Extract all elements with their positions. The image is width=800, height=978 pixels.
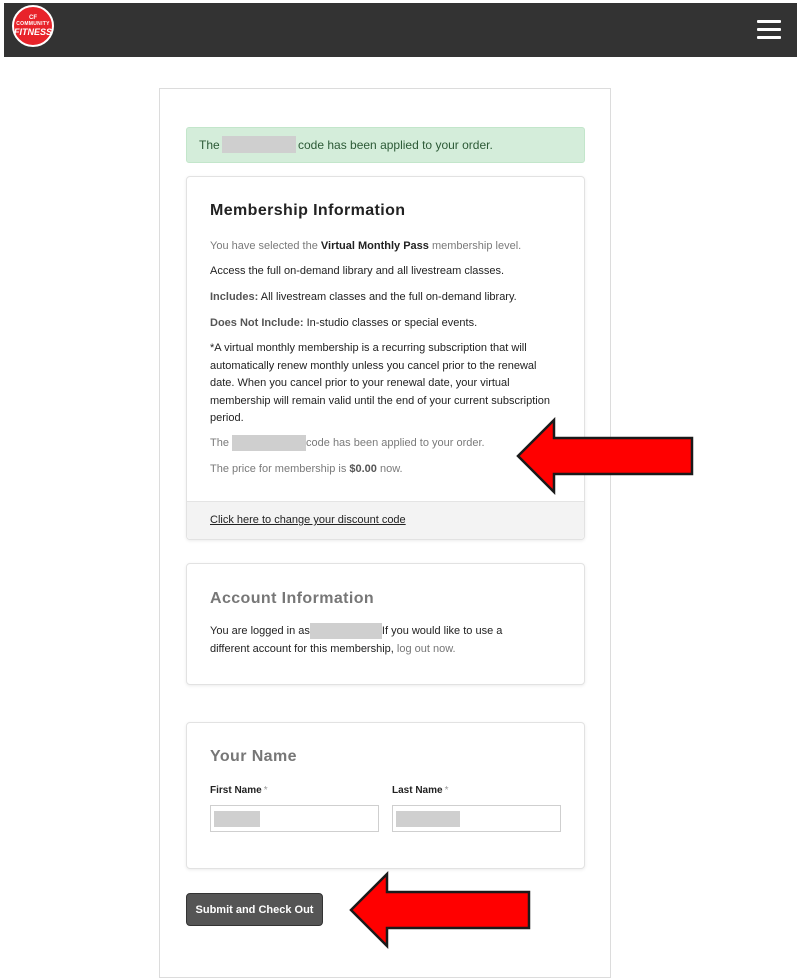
last-name-field[interactable] [392, 805, 561, 832]
logged-suffix: If you would like to use a [381, 625, 503, 637]
first-name-label-text: First Name [210, 785, 262, 796]
membership-excludes [210, 315, 562, 333]
required-mark: * [263, 785, 268, 796]
last-name-input[interactable] [393, 806, 560, 831]
code-prefix: The [210, 437, 229, 449]
membership-title: Membership Information [210, 202, 406, 219]
selected-suffix: membership level. [428, 240, 522, 252]
alert-prefix: The [199, 138, 220, 152]
price-suffix: now. [376, 463, 403, 475]
redacted-username [310, 623, 382, 639]
code-suffix: code has been applied to your order. [306, 437, 485, 449]
community-fitness-logo[interactable] [12, 5, 54, 47]
discount-code-footer [187, 501, 584, 539]
annotation-arrow-icon [345, 870, 535, 950]
alert-message: code has been applied to your order. [298, 138, 493, 152]
membership-code-applied [210, 435, 562, 453]
menu-bar [757, 28, 781, 31]
logo-line-1: COMMUNITY [16, 21, 50, 27]
account-line-2: different account for this membership, [210, 642, 397, 655]
annotation-arrow-icon [512, 416, 698, 496]
account-logged-in-text [210, 623, 562, 658]
membership-selected-text [210, 238, 562, 256]
membership-note: *A virtual monthly membership is a recurring subscription that will automatically renew monthly unless you cancel prior to the renewal date. When you cancel prior to your renewal date, your virtual membership will remain valid until the end of your current subscription period. [210, 342, 550, 424]
selected-prefix: You have selected the [210, 240, 321, 252]
submit-and-checkout-button[interactable]: Submit and Check Out [186, 893, 323, 926]
redacted-discount-code [232, 435, 306, 451]
top-navigation-bar [4, 3, 797, 57]
first-name-input[interactable] [211, 806, 378, 831]
account-information-card [186, 563, 585, 685]
first-name-field[interactable] [210, 805, 379, 832]
discount-applied-alert [186, 127, 585, 163]
change-discount-code-link[interactable]: Click here to change your discount code [210, 514, 406, 526]
required-mark: * [444, 785, 449, 796]
log-out-link[interactable]: log out now. [396, 642, 456, 655]
membership-level-name: Virtual Monthly Pass [320, 240, 429, 252]
price-value: $0.00 [349, 463, 377, 475]
price-prefix: The price for membership is [210, 463, 350, 475]
membership-price [210, 461, 562, 479]
membership-includes [210, 289, 562, 307]
first-name-label [210, 785, 268, 796]
membership-description: Access the full on-demand library and all livestream classes. [210, 265, 505, 277]
includes-text: All livestream classes and the full on-demand library. [258, 291, 517, 303]
menu-bar [757, 20, 781, 23]
your-name-card [186, 722, 585, 869]
menu-bar [757, 36, 781, 39]
hamburger-menu-icon[interactable] [757, 20, 781, 40]
logged-prefix: You are logged in as [210, 625, 310, 637]
last-name-label-text: Last Name [392, 785, 443, 796]
logo-line-2: FITNESS [14, 27, 53, 37]
last-name-label [392, 785, 448, 796]
your-name-title: Your Name [210, 748, 297, 765]
includes-label: Includes: [210, 291, 259, 303]
excludes-text: In-studio classes or special events. [303, 317, 478, 329]
logo-mark: CF [29, 15, 37, 21]
excludes-label: Does Not Include: [210, 317, 304, 329]
account-title: Account Information [210, 590, 375, 607]
redacted-discount-code [222, 136, 296, 153]
